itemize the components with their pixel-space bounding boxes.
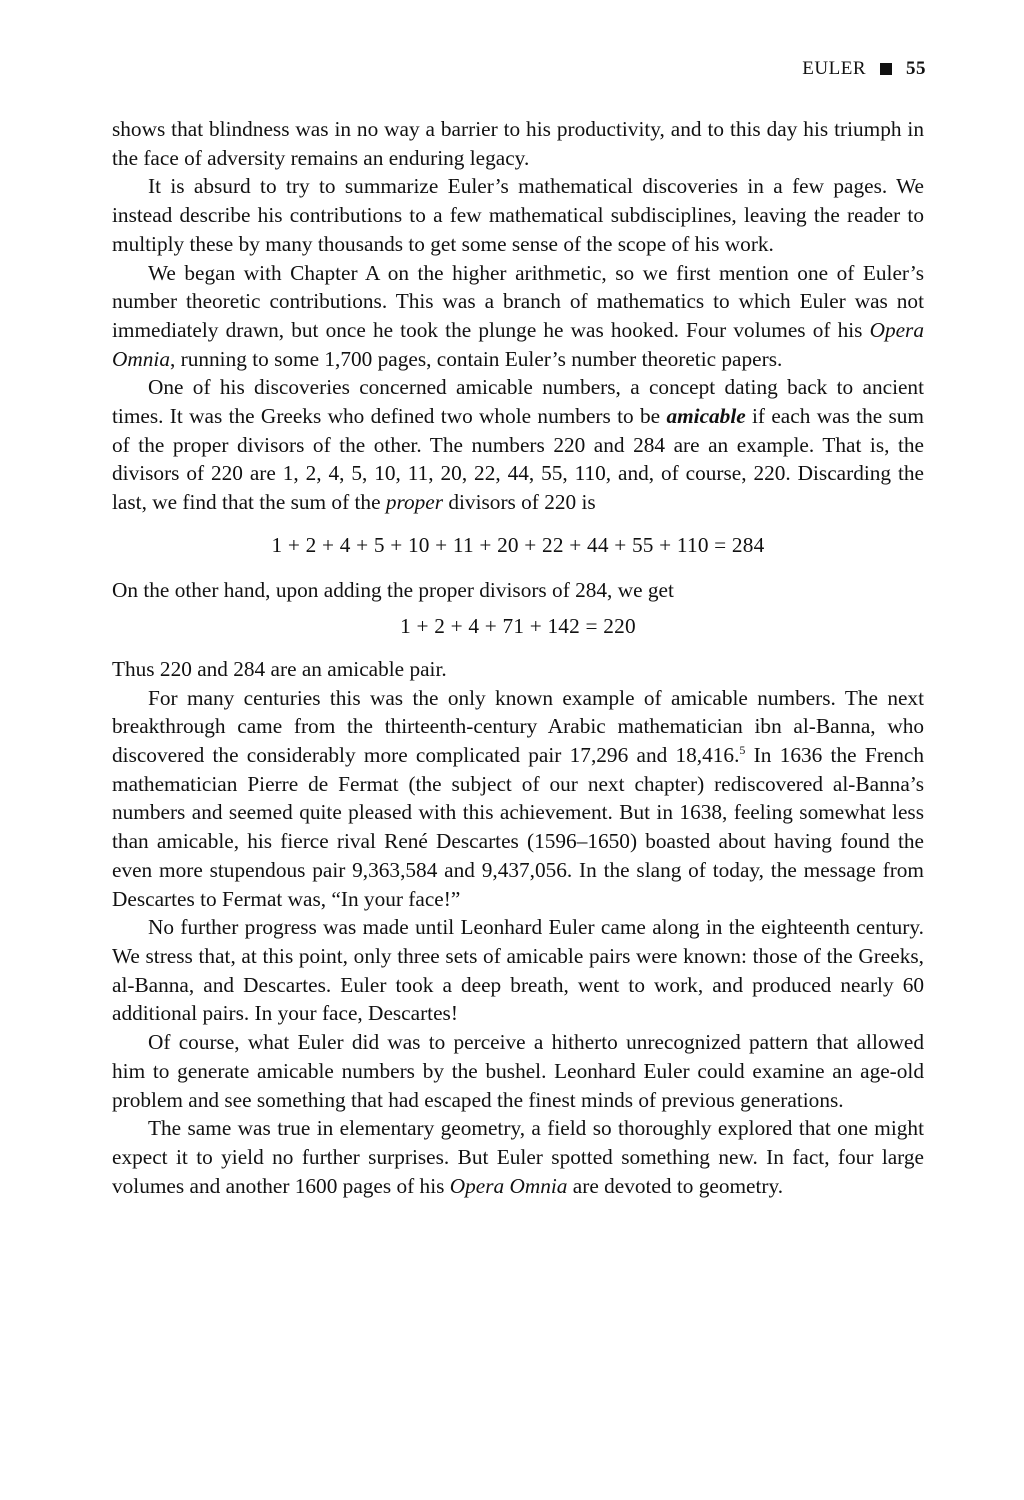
paragraph-9 — [112, 1028, 924, 1114]
footnote-marker: 5 — [739, 742, 746, 757]
paragraph-1-text: shows that blindness was in no way a barrier to his productivity, and to this day his triumph in the face of adversity remains an enduring legacy. — [112, 117, 924, 170]
paragraph-2-text: It is absurd to try to summarize Euler’s mathematical discoveries in a few pages. We instead describe his contributions to a few mathematical subdisciplines, leaving the reader to multiply these by many thousands to get some sense of the scope of his work. — [112, 174, 924, 256]
paragraph-6-text: Thus 220 and 284 are an amicable pair. — [112, 656, 447, 681]
paragraph-9-text: Of course, what Euler did was to perceive a hitherto unrecognized pattern that allowed him to generate amicable numbers by the bushel. Leonhard Euler could examine an age-old problem and see something that had escaped the finest minds of previous generations. — [112, 1030, 924, 1112]
running-head — [802, 58, 926, 80]
paragraph-3-text-b: , running to some 1,700 pages, contain Euler’s number theoretic papers. — [169, 346, 783, 371]
paragraph-7-text-a: For many centuries this was the only known example of amicable numbers. The next breakthrough came from the thirteenth-century Arabic mathematician ibn al-Banna, who discovered the considerably more complicated pair 17,296 and 18,416. — [112, 685, 924, 768]
paragraph-4-text-b: if each was the sum of the proper divisors of the other. The numbers 220 and 284 are an example. That is, the divisors of 220 are 1, 2, 4, 5, 10, 11, 20, 22, 44, 55, 110, and, of course, 220. Discarding the last, we find that the sum of the — [112, 404, 924, 515]
paragraph-10-text-a: The same was true in elementary geometry, a field so thoroughly explored that one might expect it to yield no further surprises. But Euler spotted something new. In fact, four large volumes and another 1600 pages of his — [112, 1116, 924, 1198]
paragraph-2 — [112, 172, 924, 258]
page-number: 55 — [906, 58, 926, 79]
paragraph-6 — [112, 655, 924, 684]
paragraph-7 — [112, 684, 924, 914]
amicable-term: amicable — [666, 404, 746, 429]
paragraph-4-text-a: One of his discoveries concerned amicable numbers, a concept dating back to ancient times. It was the Greeks who defined two whole numbers to be — [112, 375, 924, 429]
paragraph-5-text: On the other hand, upon adding the proper divisors of 284, we get — [112, 577, 674, 602]
paragraph-5 — [112, 576, 924, 605]
paragraph-4 — [112, 373, 924, 517]
opera-omnia-title-2: Opera Omnia — [449, 1173, 568, 1198]
paragraph-3-text-a: We began with Chapter A on the higher arithmetic, so we first mention one of Euler’s number theoretic contributions. This was a branch of mathematics to which Euler was not immediately drawn, but once he took the plunge he was hooked. Four volumes of his — [112, 260, 924, 342]
paragraph-8 — [112, 913, 924, 1028]
equation-sum-284: 1 + 2 + 4 + 71 + 142 = 220 — [400, 614, 636, 639]
paragraph-10-text-b: are devoted to geometry. — [567, 1173, 784, 1198]
equation-sum-220: 1 + 2 + 4 + 5 + 10 + 11 + 20 + 22 + 44 + 55 + 110 = 284 — [271, 532, 765, 557]
paragraph-8-text: No further progress was made until Leonhard Euler came along in the eighteenth century. We stress that, at this point, only three sets of amicable pairs were known: those of the Greeks, al-Banna, and Descartes. Euler took a deep breath, went to work, and produced nearly 60 additional pairs. In your face, Descartes! — [112, 915, 924, 1026]
paragraph-7-text-b: In 1636 the French mathematician Pierre de Fermat (the subject of our next chapter) rediscovered al-Banna’s numbers and seemed quite pleased with this achievement. But in 1638, feeling somewhat less than amicable, his fierce rival René Descartes (1596–1650) boasted about having found the even more stupendous pair 9,363,584 and 9,437,056. In the slang of today, the message from Descartes to Fermat was, “In your face!” — [112, 743, 924, 911]
paragraph-4-text-c: divisors of 220 is — [443, 490, 596, 515]
square-bullet-icon — [880, 63, 892, 75]
body-text — [112, 115, 924, 1200]
proper-emphasis: proper — [385, 490, 444, 515]
paragraph-1 — [112, 115, 924, 172]
chapter-title: EULER — [802, 58, 866, 79]
paragraph-10 — [112, 1114, 924, 1200]
opera-omnia-title: Opera Omnia — [112, 317, 924, 371]
paragraph-3 — [112, 259, 924, 374]
